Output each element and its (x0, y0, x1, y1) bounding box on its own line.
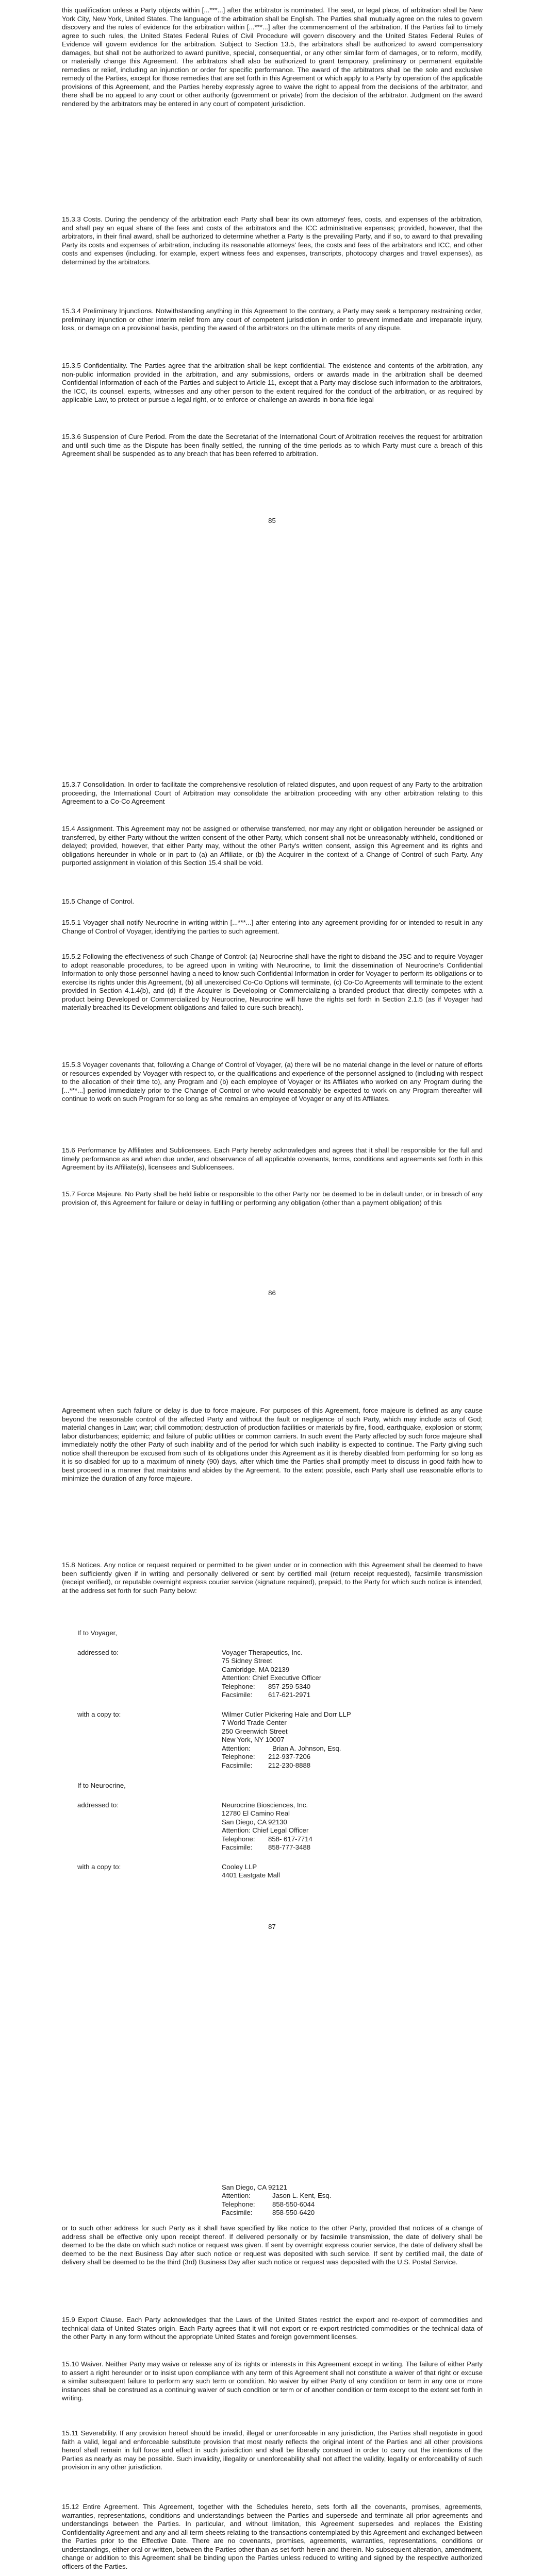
wilmer-facsimile-label: Facsimile: (222, 1761, 253, 1769)
voyager-address-line: Attention: Chief Executive Officer (222, 1674, 322, 1682)
paragraph-15-4-assignment: 15.4 Assignment. This Agreement may not be assigned or otherwise transferred, nor may any right or obligation hereunder be assigned or transferred, by either Party without the written consent of the other Party, which consent shall not be unreasonably withheld, conditioned or delayed; provided, however, that either Party may, without the other Party's written consent, assign this Agreement and its rights and obligations hereunder in whole or in part to (a) an Affiliate, or (b) the Acquirer in the context of a Change of Control of such Party. Any purported assignment in violation of this Section 15.4 shall be void. (62, 825, 483, 867)
paragraph-15-3-6-suspension-of-cure-period: 15.3.6 Suspension of Cure Period. From the date the Secretariat of the International Court of Arbitration receives the request for arbitration and until such time as the Dispute has been finally settled, the running of the time periods as to which Party must cure a breach of this Agreement shall be suspended as to any breach that has been referred to arbitration. (62, 433, 483, 457)
wilmer-facsimile: 212-230-8888 (268, 1761, 311, 1769)
cooley-telephone: 858-550-6044 (272, 2200, 315, 2208)
voyager-facsimile-label: Facsimile: (222, 1691, 253, 1699)
neurocrine-notice-header: If to Neurocrine, (77, 1782, 126, 1789)
page-87 (0, 1406, 544, 2110)
wilmer-address-line: Wilmer Cutler Pickering Hale and Dorr LLP (222, 1710, 351, 1718)
voyager-notice-header: If to Voyager, (77, 1629, 117, 1637)
wilmer-telephone-label: Telephone: (222, 1753, 255, 1760)
neurocrine-address-line: Neurocrine Biosciences, Inc. (222, 1801, 308, 1809)
cooley-facsimile: 858-550-6420 (272, 2209, 315, 2216)
voyager-address-line: 75 Sidney Street (222, 1657, 272, 1665)
wilmer-address-line: New York, NY 10007 (222, 1736, 285, 1743)
paragraph-15-3-5-confidentiality: 15.3.5 Confidentiality. The Parties agree that the arbitration shall be kept confidential. The existence and contents of the arbitration, any non-public information provided in the arbitration, and any submissions, orders or awards made in the arbitration shall be deemed Confidential Information of each of the Parties and subject to Article 11, except that a Party may disclose such information to the arbitrators, the ICC, its counsel, experts, witnesses and any other person to the extent required for the conduct of the arbitration, or as required by applicable Law, to protect or pursue a legal right, or to enforce or challenge an awards in bona fide legal (62, 362, 483, 403)
wilmer-address-line: 250 Greenwich Street (222, 1727, 288, 1735)
paragraph-15-6-performance-by-affiliates: 15.6 Performance by Affiliates and Sublicensees. Each Party hereby acknowledges and agrees that it shall be responsible for the full and timely performance as and when due under, and observance of all applicable covenants, terms, conditions and agreements set forth in this Agreement by its Affiliate(s), licensees and Sublicensees. (62, 1146, 483, 1171)
wilmer-attention: Brian A. Johnson, Esq. (272, 1744, 341, 1752)
cooley-address-line: San Diego, CA 92121 (222, 2183, 287, 2191)
paragraph-notice-delivery: or to such other address for such Party as it shall have specified by like notice to the other Party, provided that notices of a change of address shall be effective only upon receipt thereof. If delivered personally or by facsimile transmission, the date of delivery shall be deemed to be the date on which such notice or request was given. If sent by overnight express courier service, the date of delivery shall be deemed to be the next Business Day after such notice or request was deposited with such service. If sent by certified mail, the date of delivery shall be deemed to be the third (3rd) Business Day after such notice or request was deposited with the U.S. Postal Service. (62, 2224, 483, 2266)
paragraph-15-3-3-costs: 15.3.3 Costs. During the pendency of the arbitration each Party shall bear its own attorneys' fees, costs, and expenses of the arbitration, and shall pay an equal share of the fees and costs of the arbitrators and the ICC administrative expenses; provided, however, that the arbitrators, in their final award, shall be authorized to determine whether a Party is the prevailing Party, and if so, to award to that prevailing Party its costs and expenses of arbitration, including its reasonable attorneys' fees, the costs and fees of the arbitrators and ICC, and other costs and expenses (including, for example, expert witness fees and expenses, transcripts, photocopy charges and travel expenses), as determined by the arbitrators. (62, 215, 483, 266)
voyager-address-line: Voyager Therapeutics, Inc. (222, 1649, 303, 1656)
wilmer-address-line: 7 World Trade Center (222, 1719, 287, 1726)
paragraph-15-12-entire-agreement: 15.12 Entire Agreement. This Agreement, together with the Schedules hereto, sets forth all the covenants, promises, agreements, warranties, representations, conditions and understandings between the Parties and supersede and terminate all prior agreements and understandings between the Parties. In particular, and without limitation, this Agreement supersedes and replaces the Existing Confidentiality Agreement and any and all term sheets relating to the transactions contemplated by this Agreement and exchanged between the Parties prior to the Effective Date. There are no covenants, promises, agreements, warranties, representations, conditions or understandings, either oral or written, between the Parties other than as set forth herein and therein. No subsequent alteration, amendment, change or addition to this Agreement shall be binding upon the Parties unless reduced to writing and signed by the respective authorized officers of the Parties. (62, 2503, 483, 2570)
paragraph-15-3-4-preliminary-injunctions: 15.3.4 Preliminary Injunctions. Notwithstanding anything in this Agreement to the contrary, a Party may seek a temporary restraining order, preliminary injunction or other interim relief from any court of competent jurisdiction in order to prevent immediate and irreparable injury, loss, or damage on a provisional basis, pending the award of the arbitrators on the ultimate merits of any dispute. (62, 307, 483, 332)
cooley-telephone-label: Telephone: (222, 2200, 255, 2208)
paragraph-15-5-1: 15.5.1 Voyager shall notify Neurocrine in writing within [...***...] after entering into any agreement providing for or intended to result in any Change of Control of Voyager, identifying the parties to such agreement. (62, 919, 483, 935)
paragraph-15-10-waiver: 15.10 Waiver. Neither Party may waive or release any of its rights or interests in this Agreement except in writing. The failure of either Party to assert a right hereunder or to insist upon compliance with any term of this Agreement shall not constitute a waiver of that right or excuse a similar subsequent failure to perform any such term or condition. No waiver by either Party of any condition or term in any one or more instances shall be construed as a continuing waiver of such condition or term or of another condition or term except to the extent set forth in writing. (62, 2360, 483, 2402)
page-number-87: 87 (268, 1923, 276, 1930)
neurocrine-addressed-to-label: addressed to: (77, 1801, 119, 1809)
voyager-facsimile: 617-621-2971 (268, 1691, 311, 1699)
paragraph-15-8-notices: 15.8 Notices. Any notice or request required or permitted to be given under or in connection with this Agreement shall be deemed to have been sufficiently given if in writing and personally delivered or sent by certified mail (return receipt requested), facsimile transmission (receipt verified), or reputable overnight express courier service (signature required), prepaid, to the Party for which such notice is intended, at the address set forth for such Party below: (62, 1561, 483, 1595)
neurocrine-telephone: 858- 617-7714 (268, 1835, 312, 1843)
neurocrine-facsimile: 858-777-3488 (268, 1843, 311, 1851)
neurocrine-facsimile-label: Facsimile: (222, 1843, 253, 1851)
paragraph-15-9-export-clause: 15.9 Export Clause. Each Party acknowledges that the Laws of the United States restrict the export and re-export of commodities and technical data of United States origin. Each Party agrees that it will not export or re-export restricted commodities or the technical data of the other Party in any form without the appropriate United States and foreign government licenses. (62, 2316, 483, 2341)
voyager-telephone-label: Telephone: (222, 1683, 255, 1690)
wilmer-attention-label: Attention: (222, 1744, 251, 1752)
cooley-attention-label: Attention: (222, 2192, 251, 2199)
paragraph-force-majeure-continued: Agreement when such failure or delay is due to force majeure. For purposes of this Agreement, force majeure is defined as any cause beyond the reasonable control of the affected Party and without the fault or negligence of such Party, which may include acts of God; material changes in Law; war; civil commotion; destruction of production facilities or materials by fire, flood, earthquake, explosion or storm; labor disturbances; epidemic; and failure of public utilities or common carriers. In such event the Party affected by such force majeure shall immediately notify the other Party of such inability and of the period for which such inability is expected to continue. The Party giving such notice shall thereupon be excused from such of its obligations under this Agreement as it is thereby disabled from performing for so long as it is so disabled for up to a maximum of ninety (90) days, after which time the Parties shall promptly meet to discuss in good faith how to best proceed in a manner that maintains and abides by the Agreement. To the extent possible, each Party shall use reasonable efforts to minimize the duration of any force majeure. (62, 1406, 483, 1482)
wilmer-telephone: 212-937-7206 (268, 1753, 311, 1760)
cooley-address-line: 4401 Eastgate Mall (222, 1871, 280, 1879)
page-86 (0, 703, 544, 1406)
neurocrine-address-line: 12780 El Camino Real (222, 1809, 290, 1817)
page-number-85: 85 (268, 517, 276, 524)
paragraph-15-11-severability: 15.11 Severability. If any provision hereof should be invalid, illegal or unenforceable in any jurisdiction, the Parties shall negotiate in good faith a valid, legal and enforceable substitute provision that most nearly reflects the original intent of the Parties and all other provisions hereof shall remain in full force and effect in such jurisdiction and shall be liberally construed in order to carry out the intentions of the Parties as nearly as may be possible. Such invalidity, illegality or unenforceability shall not affect the validity, legality or enforceability of such provision in any other jurisdiction. (62, 2429, 483, 2471)
neurocrine-address-line: Attention: Chief Legal Officer (222, 1826, 309, 1834)
page-85 (0, 0, 544, 703)
wilmer-copy-to-label: with a copy to: (77, 1710, 121, 1718)
paragraph-15-5-3: 15.5.3 Voyager covenants that, following a Change of Control of Voyager, (a) there will be no material change in the level or nature of efforts or resources expended by Voyager with respect to, or the qualifications and experience of the personnel assigned to (including with respect to the allocation of their time to), any Program and (b) each employee of Voyager or its Affiliates who worked on any Program during the [...***...] period immediately prior to the Change of Control or who would reasonably be expected to work on any Program thereafter will continue to work on such Program for so long as s/he remains an employee of Voyager or any of its Affiliates. (62, 1061, 483, 1103)
cooley-attention: Jason L. Kent, Esq. (272, 2192, 332, 2199)
paragraph-arbitration-qualification: this qualification unless a Party objects within [...***...] after the arbitrator is nominated. The seat, or legal place, of arbitration shall be New York City, New York, United States. The language of the arbitration shall be English. The Parties shall mutually agree on the rules to govern discovery and the rules of evidence for the arbitration within [...***...] after the commencement of the arbitration. If the Parties fail to timely agree to such rules, the United States Federal Rules of Civil Procedure will govern discovery and the United States Federal Rules of Evidence will govern evidence for the arbitration. Subject to Section 13.5, the arbitrators shall be authorized to award compensatory damages, but shall not be authorized to award punitive, special, consequential, or any other similar form of damages, or to reform, modify, or materially change this Agreement. The arbitrators shall also be authorized to grant temporary, preliminary or permanent equitable remedies or relief, including an injunction or order for specific performance. The award of the arbitrators shall be the sole and exclusive remedy of the Parties, except for those remedies that are set forth in this Agreement or which apply to a Party by operation of the applicable provisions of this Agreement, and the Parties hereby expressly agree to waive the right to appeal from the decisions of the arbitrator, and there shall be no appeal to any court or other authority (government or private) from the decision of the arbitrator. Judgment on the award rendered by the arbitrators may be entered in any court of competent jurisdiction. (62, 6, 483, 108)
voyager-address-line: Cambridge, MA 02139 (222, 1666, 290, 1673)
voyager-telephone: 857-259-5340 (268, 1683, 311, 1690)
cooley-copy-to-label: with a copy to: (77, 1863, 121, 1871)
paragraph-15-5-2: 15.5.2 Following the effectiveness of such Change of Control: (a) Neurocrine shall have the right to disband the JSC and to require Voyager to adopt reasonable procedures, to be agreed upon in writing with Neurocrine, to limit the dissemination of Neurocrine's Confidential Information to only those personnel having a need to know such Confidential Information in order for Voyager to perform its obligations or to exercise its rights under this Agreement, (b) all unexercised Co-Co Options will terminate, (c) Co-Co Agreements will terminate to the extent provided in Section 4.1.4(b), and (d) if the Acquirer is Developing or Commercializing a branded product that directly competes with a product being Developed or Commercialized by Neurocrine, Neurocrine will have the rights set forth in Section 2.1.5 (as if Voyager had materially breached its Development obligations and failed to cure such breach). (62, 953, 483, 1011)
page-number-86: 86 (268, 1289, 276, 1297)
neurocrine-telephone-label: Telephone: (222, 1835, 255, 1843)
cooley-address-line: Cooley LLP (222, 1863, 257, 1871)
paragraph-15-7-force-majeure: 15.7 Force Majeure. No Party shall be held liable or responsible to the other Party nor be deemed to be in default under, or in breach of any provision of, this Agreement for failure or delay in fulfilling or performing any obligation (other than a payment obligation) of this (62, 1190, 483, 1207)
heading-15-5-change-of-control: 15.5 Change of Control. (62, 897, 135, 905)
neurocrine-address-line: San Diego, CA 92130 (222, 1818, 287, 1826)
cooley-facsimile-label: Facsimile: (222, 2209, 253, 2216)
voyager-addressed-to-label: addressed to: (77, 1649, 119, 1656)
paragraph-15-3-7-consolidation: 15.3.7 Consolidation. In order to facilitate the comprehensive resolution of related disputes, and upon request of any Party to the arbitration proceeding, the International Court of Arbitration may consolidate the arbitration proceeding with any other arbitration relating to this Agreement to a Co-Co Agreement (62, 781, 483, 805)
page-88 (0, 2110, 544, 2576)
